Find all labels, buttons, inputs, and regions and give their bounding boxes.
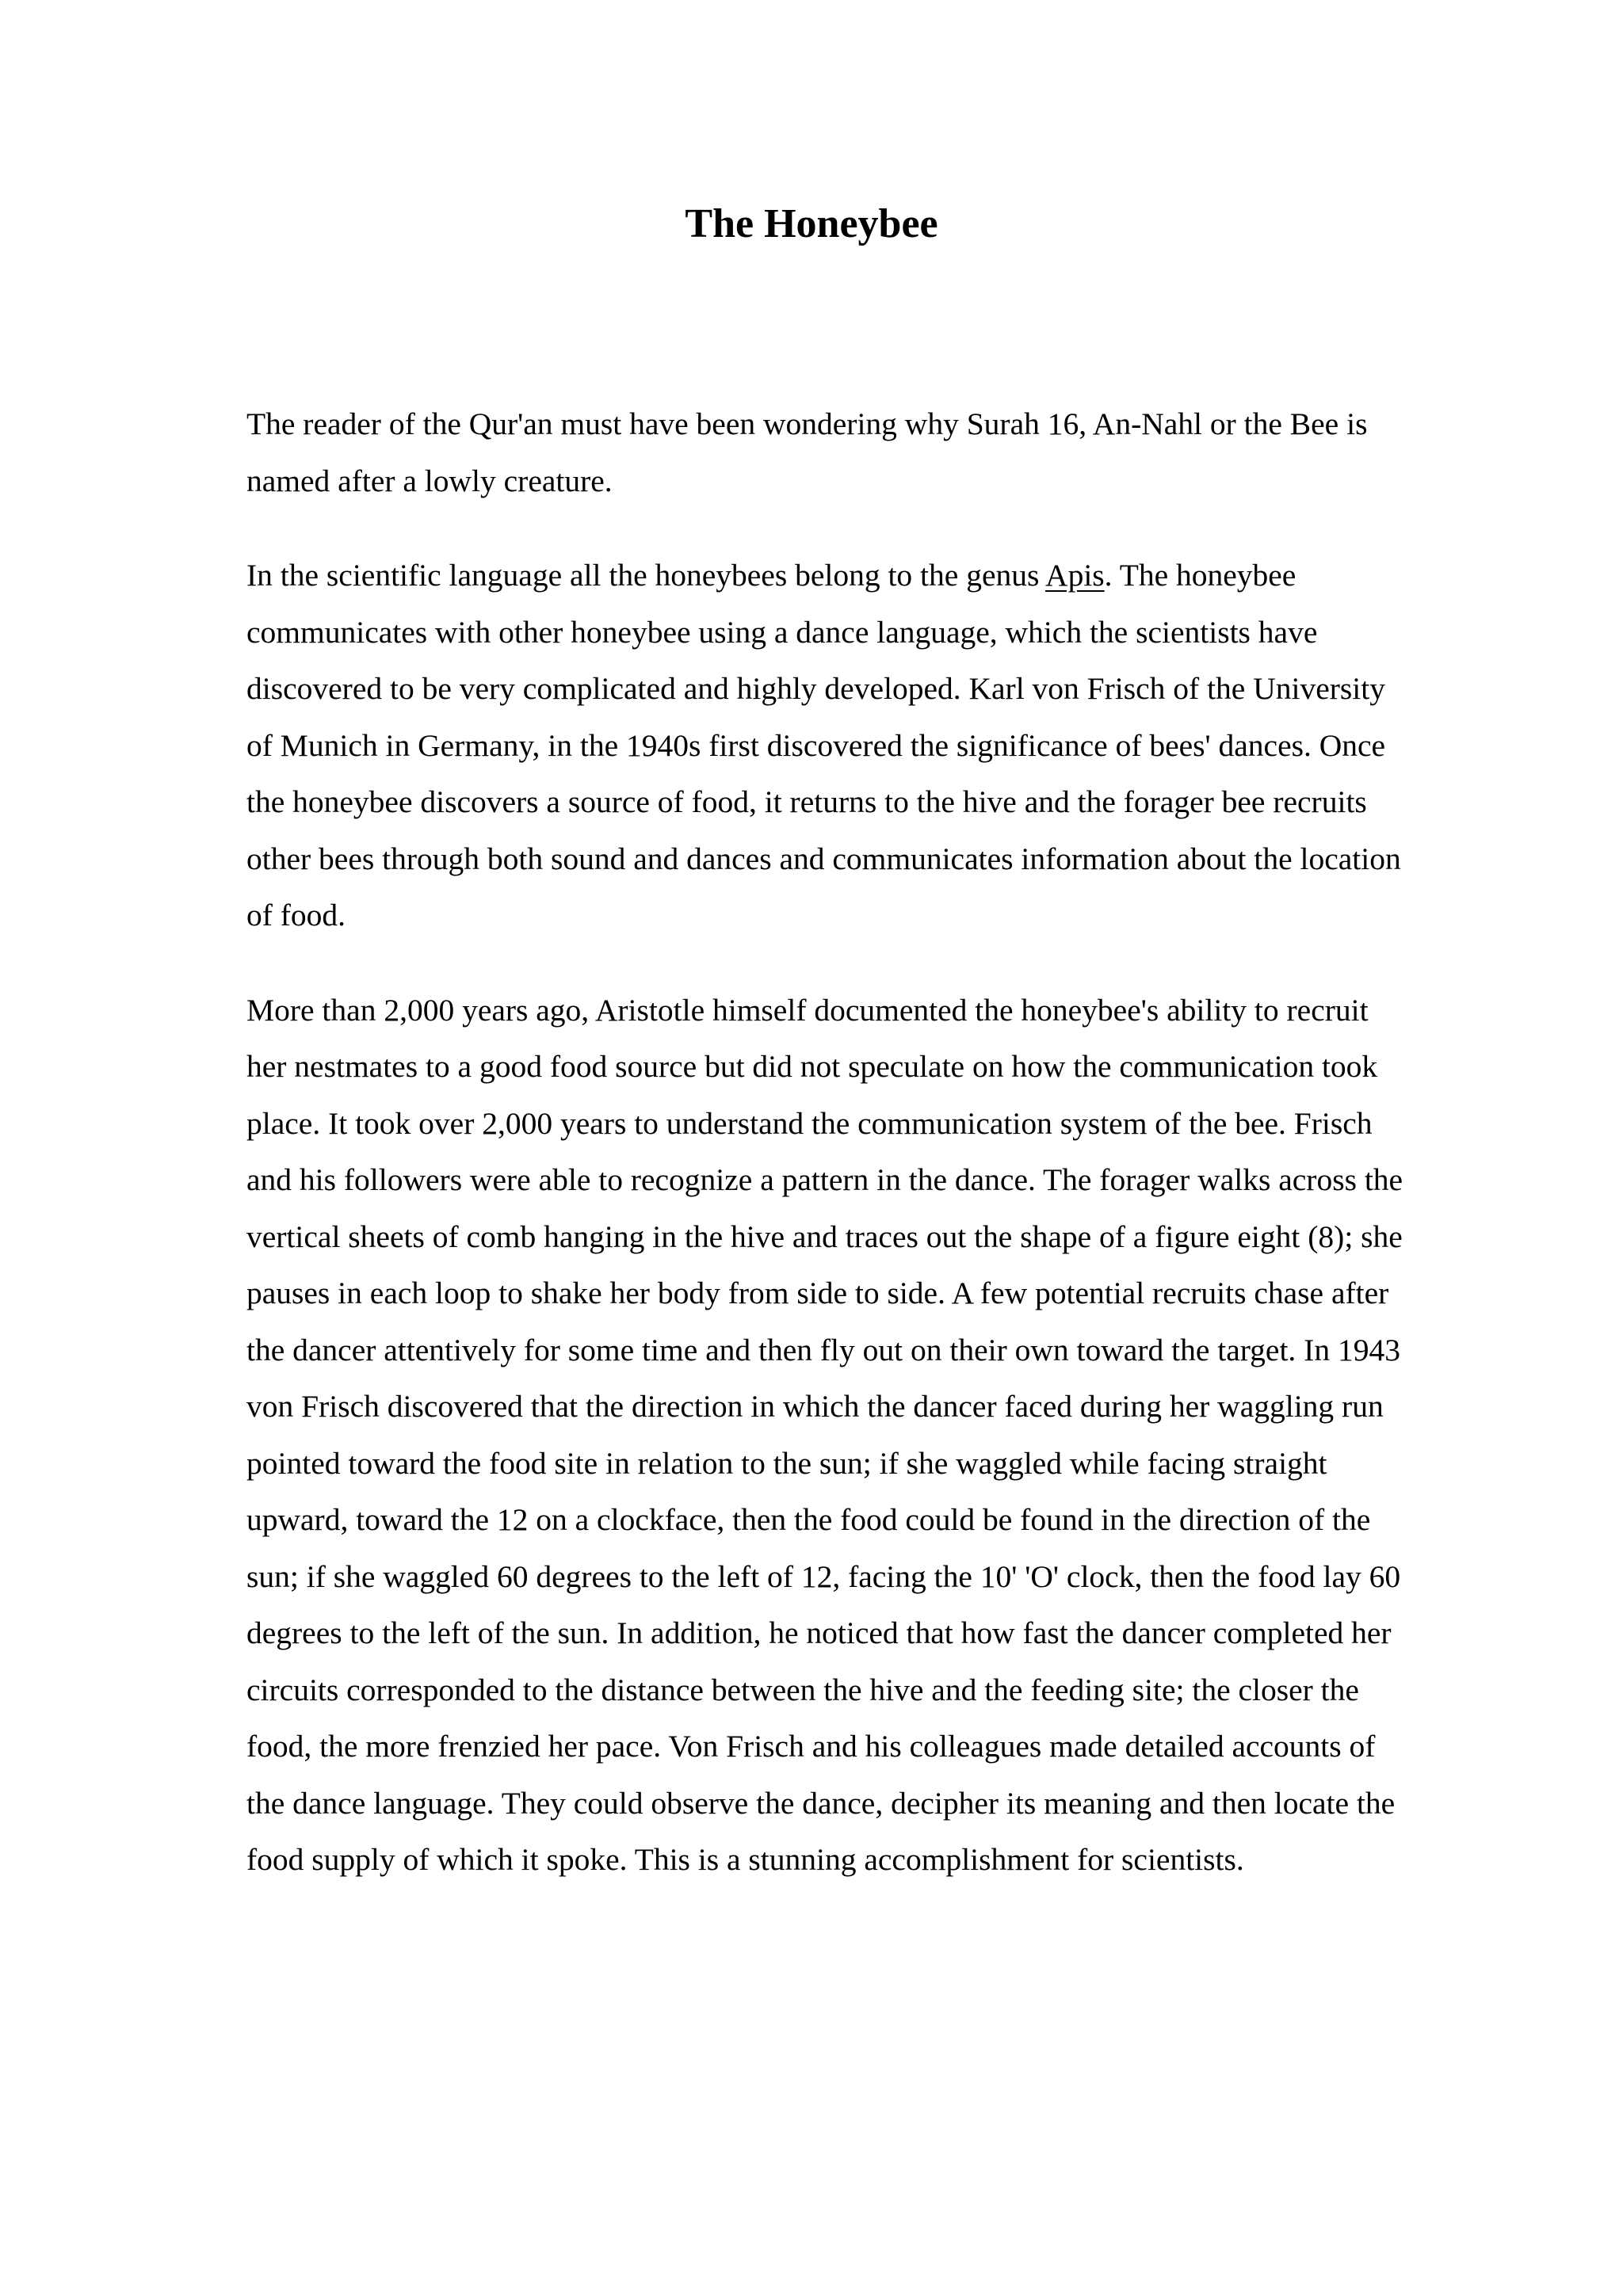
paragraph-intro: The reader of the Qur'an must have been wondering why Surah 16, An-Nahl or the Bee is named after a lowly creature. — [246, 406, 1368, 498]
genus-apis-term: Apis — [1045, 558, 1105, 593]
paragraph-dance-language — [246, 547, 1403, 944]
paragraph-dance-language-rest: . The honeybee communicates with other honeybee using a dance language, which the scientists have discovered to be very complicated and highly developed. Karl von Frisch of the University of Munich in Germany, in the 1940s first discovered the significance of bees' dances. Once the honeybee discovers a source of food, it returns to the hive and the forager bee recruits other bees through both sound and dances and communicates information about the location of food. — [246, 558, 1401, 933]
paragraph-dance-language-start: In the scientific language all the honeybees belong to the genus — [246, 558, 1046, 593]
document-body — [246, 396, 1403, 1927]
paragraph-aristotle-frisch: More than 2,000 years ago, Aristotle himself documented the honeybee's ability to recruit her nestmates to a good food source but did not speculate on how the communication took place. It took over 2,000 years to understand the communication system of the bee. Frisch and his followers were able to recognize a pattern in the dance. The forager walks across the vertical sheets of comb hanging in the hive and traces out the shape of a figure eight (8); she pauses in each loop to shake her body from side to side. A few potential recruits chase after the dancer attentively for some time and then fly out on their own toward the target. In 1943 von Frisch discovered that the direction in which the dancer faced during her waggling run pointed toward the food site in relation to the sun; if she waggled while facing straight upward, toward the 12 on a clockface, then the food could be found in the direction of the sun; if she waggled 60 degrees to the left of 12, facing the 10' 'O' clock, then the food lay 60 degrees to the left of the sun. In addition, he noticed that how fast the dancer completed her circuits corresponded to the distance between the hive and the feeding site; the closer the food, the more frenzied her pace. Von Frisch and his colleagues made detailed accounts of the dance language. They could observe the dance, decipher its meaning and then locate the food supply of which it spoke. This is a stunning accomplishment for scientists. — [246, 992, 1403, 1877]
page-title: The Honeybee — [685, 201, 938, 246]
